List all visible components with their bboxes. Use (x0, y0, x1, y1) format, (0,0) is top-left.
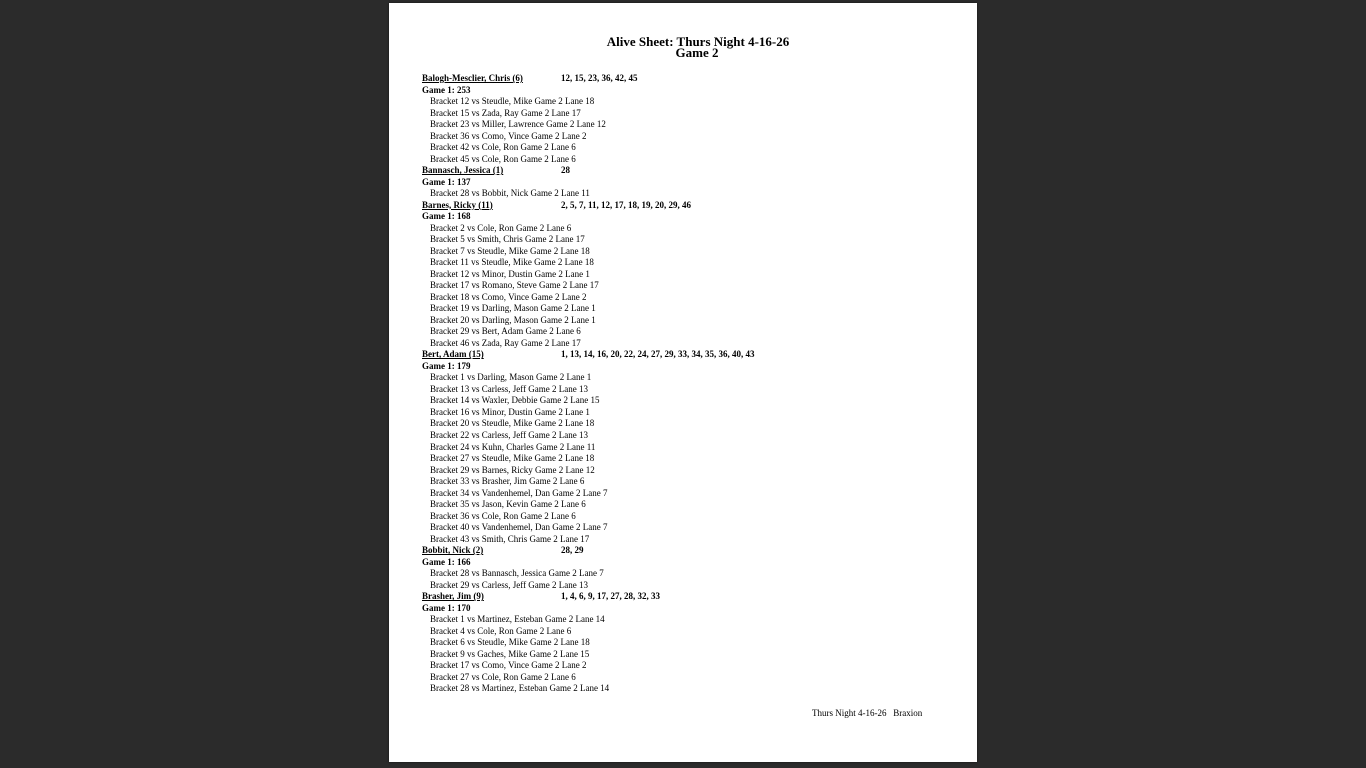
bracket-matchup: Bracket 29 vs Carless, Jeff Game 2 Lane 13 (430, 579, 589, 590)
bracket-matchup: Bracket 13 vs Carless, Jeff Game 2 Lane 13 (430, 383, 589, 394)
game1-score: Game 1: 168 (422, 211, 471, 222)
bracket-matchup: Bracket 14 vs Waxler, Debbie Game 2 Lane 15 (430, 395, 600, 406)
bowler-header (422, 165, 962, 177)
bowler-brackets: 1, 4, 6, 9, 17, 27, 28, 32, 33 (561, 591, 660, 602)
bracket-matchup: Bracket 27 vs Cole, Ron Game 2 Lane 6 (430, 671, 576, 682)
bracket-matchup: Bracket 28 vs Bobbit, Nick Game 2 Lane 11 (430, 188, 590, 199)
bracket-matchup: Bracket 18 vs Como, Vince Game 2 Lane 2 (430, 291, 587, 302)
bowler-brackets: 12, 15, 23, 36, 42, 45 (561, 73, 638, 83)
bracket-matchup: Bracket 20 vs Darling, Mason Game 2 Lane 1 (430, 314, 596, 325)
bracket-matchup: Bracket 6 vs Steudle, Mike Game 2 Lane 18 (430, 637, 590, 648)
bracket-matchup: Bracket 42 vs Cole, Ron Game 2 Lane 6 (430, 142, 576, 153)
bowler-brackets: 1, 13, 14, 16, 20, 22, 24, 27, 29, 33, 34, 35, 36, 40, 43 (561, 349, 755, 360)
alive-sheet-body (422, 73, 962, 695)
game1-score: Game 1: 166 (422, 556, 471, 567)
bracket-matchup: Bracket 23 vs Miller, Lawrence Game 2 Lane 12 (430, 119, 606, 130)
bowler-name: Balogh-Mesclier, Chris (6) (422, 73, 523, 83)
bracket-matchup: Bracket 36 vs Cole, Ron Game 2 Lane 6 (430, 510, 576, 521)
bracket-matchup: Bracket 22 vs Carless, Jeff Game 2 Lane 13 (430, 429, 589, 440)
game1-score: Game 1: 137 (422, 176, 471, 187)
bowler-header (422, 200, 962, 212)
bracket-matchup: Bracket 2 vs Cole, Ron Game 2 Lane 6 (430, 222, 572, 233)
bracket-matchup: Bracket 1 vs Darling, Mason Game 2 Lane 1 (430, 372, 592, 383)
bracket-matchup: Bracket 16 vs Minor, Dustin Game 2 Lane 1 (430, 406, 590, 417)
bowler-name: Bannasch, Jessica (1) (422, 165, 504, 176)
bowler-header (422, 591, 962, 603)
bracket-matchup: Bracket 12 vs Steudle, Mike Game 2 Lane 18 (430, 96, 595, 107)
bracket-matchup: Bracket 17 vs Como, Vince Game 2 Lane 2 (430, 660, 587, 671)
bracket-matchup: Bracket 46 vs Zada, Ray Game 2 Lane 17 (430, 337, 581, 348)
bowler-name: Bobbit, Nick (2) (422, 545, 484, 556)
bowler-header (422, 349, 962, 361)
bracket-matchup: Bracket 5 vs Smith, Chris Game 2 Lane 17 (430, 234, 585, 245)
bowler-brackets: 28, 29 (561, 545, 584, 556)
bracket-matchup: Bracket 35 vs Jason, Kevin Game 2 Lane 6 (430, 499, 586, 510)
bracket-matchup: Bracket 19 vs Darling, Mason Game 2 Lane 1 (430, 303, 596, 314)
bracket-matchup: Bracket 11 vs Steudle, Mike Game 2 Lane 18 (430, 257, 594, 268)
bowler-header (422, 73, 962, 85)
game1-score: Game 1: 170 (422, 602, 471, 613)
document-page (389, 3, 977, 762)
bracket-matchup: Bracket 28 vs Martinez, Esteban Game 2 Lane 14 (430, 683, 610, 694)
page-subtitle: Game 2 (675, 45, 719, 60)
bowler-name: Barnes, Ricky (11) (422, 199, 493, 210)
bracket-matchup: Bracket 34 vs Vandenhemel, Dan Game 2 Lane 7 (430, 487, 608, 498)
bracket-matchup: Bracket 29 vs Barnes, Ricky Game 2 Lane 12 (430, 464, 595, 475)
bracket-matchup: Bracket 20 vs Steudle, Mike Game 2 Lane 18 (430, 418, 595, 429)
bowler-header (422, 545, 962, 557)
bracket-matchup: Bracket 1 vs Martinez, Esteban Game 2 Lane 14 (430, 614, 605, 625)
game1-score: Game 1: 253 (422, 84, 471, 95)
bracket-matchup: Bracket 29 vs Bert, Adam Game 2 Lane 6 (430, 326, 581, 337)
bracket-matchup: Bracket 43 vs Smith, Chris Game 2 Lane 17 (430, 533, 590, 544)
bracket-matchup: Bracket 4 vs Cole, Ron Game 2 Lane 6 (430, 625, 572, 636)
page-footer: Thurs Night 4-16-26 Braxion (812, 708, 923, 718)
page-title: Alive Sheet: Thurs Night 4-16-26 (606, 34, 790, 49)
game1-score: Game 1: 179 (422, 360, 471, 371)
bracket-matchup: Bracket 27 vs Steudle, Mike Game 2 Lane 18 (430, 453, 595, 464)
bowler-brackets: 2, 5, 7, 11, 12, 17, 18, 19, 20, 29, 46 (561, 199, 692, 210)
bracket-matchup: Bracket 40 vs Vandenhemel, Dan Game 2 Lane 7 (430, 522, 608, 533)
bowler-name: Brasher, Jim (9) (422, 591, 484, 602)
bracket-matchup: Bracket 9 vs Gaches, Mike Game 2 Lane 15 (430, 648, 590, 659)
title-block (389, 36, 977, 58)
bracket-matchup: Bracket 17 vs Romano, Steve Game 2 Lane 17 (430, 280, 599, 291)
bracket-matchup: Bracket 7 vs Steudle, Mike Game 2 Lane 18 (430, 245, 590, 256)
bowler-name: Bert, Adam (15) (422, 349, 484, 360)
bracket-matchup: Bracket 24 vs Kuhn, Charles Game 2 Lane 11 (430, 441, 596, 452)
bracket-matchup: Bracket 36 vs Como, Vince Game 2 Lane 2 (430, 130, 587, 141)
bracket-matchup: Bracket 12 vs Minor, Dustin Game 2 Lane 1 (430, 268, 590, 279)
bracket-matchup: Bracket 28 vs Bannasch, Jessica Game 2 Lane 7 (430, 568, 604, 579)
bracket-matchup: Bracket 15 vs Zada, Ray Game 2 Lane 17 (430, 107, 581, 118)
bracket-matchup: Bracket 33 vs Brasher, Jim Game 2 Lane 6 (430, 476, 585, 487)
bowler-brackets: 28 (561, 165, 570, 176)
bracket-matchup: Bracket 45 vs Cole, Ron Game 2 Lane 6 (430, 153, 576, 164)
